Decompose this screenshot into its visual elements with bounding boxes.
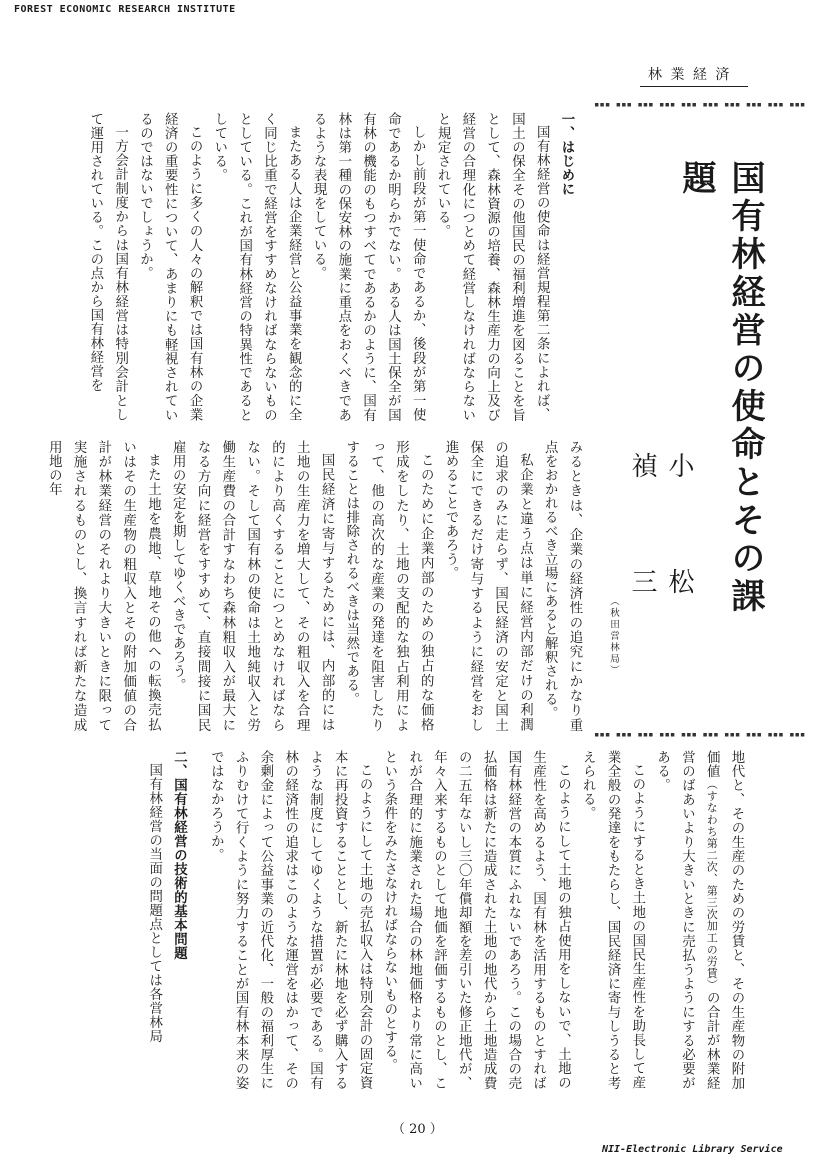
- paragraph: 国有林経営の当面の問題点としては各営林局: [146, 763, 162, 1044]
- footer-service: NII-Electronic Library Service: [602, 1144, 783, 1155]
- author-affiliation: （秋田営林局）: [608, 596, 619, 677]
- paragraph: [649, 750, 748, 1090]
- inline-text: 地代と、その生産のための労賃と、その生産物の附加価値: [704, 750, 744, 1090]
- title-ornament-top: ▪▪▪ ▪▪▪ ▪▪▪ ▪▪▪ ▪▪▪ ▪▪▪ ▪▪▪ ▪▪▪ ▪▪▪ ▪▪▪: [594, 100, 806, 110]
- paragraph: このようにするとき土地の国民生産性を助長して産業全般の発達をもたらし、国民経済に寄与しうると考えられる。: [580, 750, 645, 1090]
- paragraph: 私企業と違う点は単に経営内部だけの利潤の追求のみに走らず、国民経済の安定と国土保全にできるだけ寄与するように経営をおし進めることであろう。: [443, 440, 533, 732]
- upper-left-block: [46, 440, 586, 732]
- paragraph: このために企業内部のための独占的な価格形成をしたり、土地の支配的な独占利用によって、他の高次的な産業の発達を阻害したりすることは排除されるべきは当然である。: [343, 440, 434, 732]
- paragraph: みるときは、企業の経済性の追究にかなり重点をおかれるべき立場にあると解釈される。: [542, 440, 582, 732]
- page-number: （ 20 ）: [392, 1122, 443, 1137]
- journal-rule: [640, 86, 748, 87]
- paragraph: 一方会計制度からは国有林経営は特別会計として運用されている。この点から国有林経営を: [87, 112, 128, 422]
- paragraph: このようにして土地の売払収入は特別会計の固定資本に再投資することとし、新たに林地を必ず購入するような制度にしてゆくような措置が必要である。国有林の経済性の追求はこのような運営をはかって、その余剰金によって公益事業の近代化、一般の福利厚生にふりむけて行くように努力することが国有林本来の姿ではなかろうか。: [208, 750, 373, 1090]
- inline-text: の合計が林業経営のばあいより大きいときに売払うようにする必要がある。: [654, 750, 720, 1091]
- title-ornament-bottom: ▪▪▪ ▪▪▪ ▪▪▪ ▪▪▪ ▪▪▪ ▪▪▪ ▪▪▪ ▪▪▪ ▪▪▪ ▪▪▪: [594, 730, 806, 740]
- paragraph: しかし前段が第一使命であるか、後段が第一使命であるか明らかでない。ある人は国土保全が国有林の機能のもつすべてであるかのように、国有林は第一種の保安林の施業に重点をおくべきであるような表現をしている。: [311, 112, 426, 422]
- lower-block: [108, 750, 748, 1090]
- article-title: 国有林経営の使命とその課題: [676, 160, 765, 616]
- section1-block: [87, 112, 578, 422]
- paragraph: またある人は企業経営と公益事業を観念的に全く同じ比重で経営をすすめなければならないものとしている。これが国有林経営の特異性であるとしている。: [211, 112, 302, 422]
- journal-name: 林 業 経 済: [648, 67, 732, 83]
- header-institute: FOREST ECONOMIC RESEARCH INSTITUTE: [14, 4, 236, 15]
- section1-heading: 一、はじめに: [559, 112, 574, 196]
- article-author: 小 松 禎 三: [627, 452, 694, 624]
- paragraph: また土地を農地、草地その他への転換売払いはその生産物の粗収入とその附加価値の合計が林業経営のそれより大きいときに限って実施されるものとし、換言すれば新たな造成用地の年: [46, 440, 161, 732]
- paragraph: このようにして土地の独占使用をしないで、土地の生産性を高めるよう、国有林を活用するものとすれば国有林経営の本質にふれないであろう。この場合の売払価格は新たに造成された土地の地代から土地造成費の二五年ないし三〇年償却額を差引いた修正地代が、年々入来するものとして地価を評価するものとし、これが合理的に施業された場合の林地価格より常に高いという条件をみたさなければならないものとする。: [381, 750, 571, 1090]
- paragraph: このように多くの人々の解釈では国有林の企業経済の重要性について、あまりにも軽視されているのではないでしょうか。: [137, 112, 203, 422]
- paragraph: 国有林経営の使命は経営規程第二条によれば、国土の保全その他国民の福利増進を図ることを旨として、森林資源の培養、森林生産力の向上及び経営の合理化につとめて経営しなければならないと規定されている。: [435, 112, 550, 422]
- section2-heading: 二、国有林経営の技術的基本問題: [171, 750, 187, 960]
- paragraph: 国民経済に寄与するためには、内部的には土地の生産力を増大して、その粗収入を合理的により高くすることにつとめなければならない。そして国有林の使命は土地純収入と労働生産費の合計すなわち森林粗収入が最大になる方向に経営をすすめて、直接間接に国民雇用の安定を期してゆくべきであろう。: [170, 440, 335, 732]
- inline-note: （すなわち第二次、第三次加工の労賃）: [705, 778, 719, 991]
